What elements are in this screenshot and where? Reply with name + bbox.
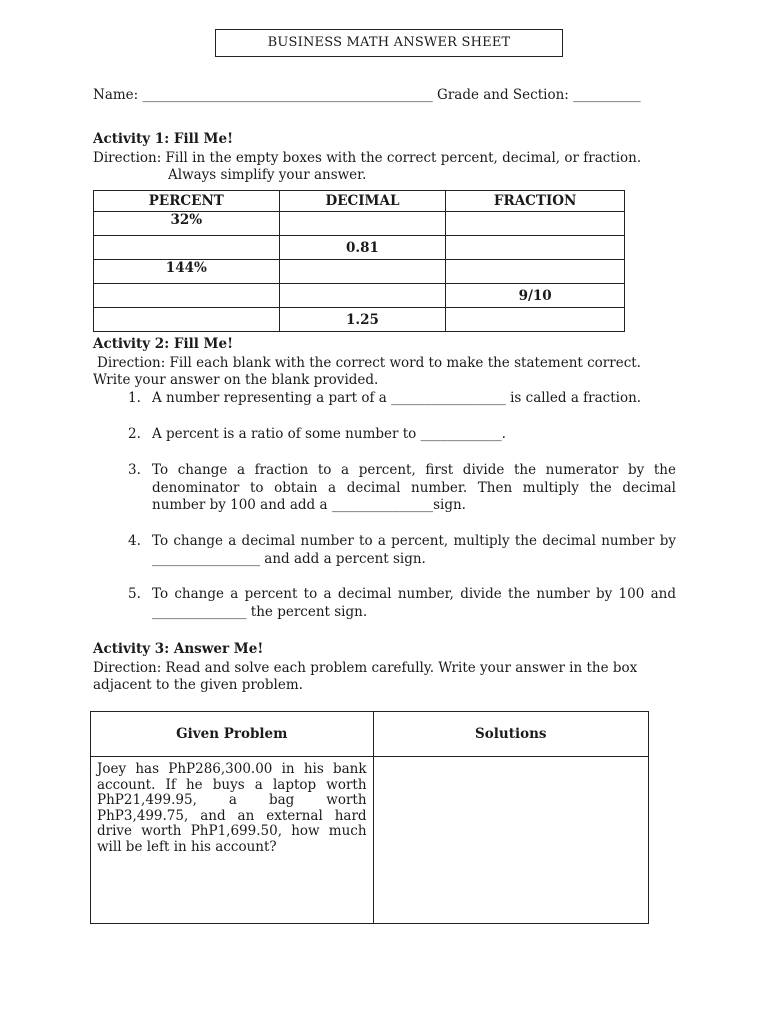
conversion-table [93,190,625,332]
table-cell[interactable] [446,308,625,332]
table-row [94,236,625,260]
solution-cell[interactable] [373,757,648,924]
activity3-direction-cont: adjacent to the given problem. [93,677,303,693]
item-text: A percent is a ratio of some number to ____________. [152,426,506,442]
table-cell[interactable]: 32% [94,212,280,236]
name-field[interactable]: Name: ___________________________________________ [93,87,433,103]
table-cell[interactable] [446,236,625,260]
activity2-heading: Activity 2: Fill Me! [93,336,234,352]
item-number: 4. [128,533,141,549]
activity3-heading: Activity 3: Answer Me! [93,641,264,657]
item-text: A number representing a part of a _________________ is called a fraction. [152,390,642,406]
problem-cell [91,757,374,924]
table-cell[interactable] [94,236,280,260]
table-cell[interactable] [94,284,280,308]
table-row [94,284,625,308]
item-number: 2. [128,426,141,442]
table-cell[interactable] [446,260,625,284]
table-row [94,308,625,332]
column-header-fraction: FRACTION [446,191,625,212]
table-cell[interactable]: 0.81 [279,236,446,260]
item-number: 1. [128,390,141,406]
list-item [128,390,676,408]
item-text: To change a percent to a decimal number, divide the number by 100 and ______________ the percent sign. [152,586,676,620]
list-item [128,586,676,621]
table-cell[interactable] [279,284,446,308]
table-cell[interactable]: 144% [94,260,280,284]
item-number: 5. [128,586,141,602]
table-row [91,757,649,924]
grade-section-field[interactable]: Grade and Section: __________ [437,87,641,103]
table-cell[interactable] [94,308,280,332]
conversion-table-header [94,191,625,212]
activity3-direction: Direction: Read and solve each problem carefully. Write your answer in the box [93,660,638,676]
table-cell[interactable] [279,212,446,236]
table-row [94,260,625,284]
problem-table-header [91,712,649,757]
list-item [128,426,676,444]
problem-text: Joey has PhP286,300.00 in his bank account. If he buys a laptop worth PhP21,499.95, a bag worth PhP3,499.75, and an external hard drive worth PhP1,699.50, how much will be left in his account? [97,761,367,855]
table-cell[interactable]: 1.25 [279,308,446,332]
item-text: To change a fraction to a percent, first divide the numerator by the denominator to obtain a decimal number. Then multiply the decimal number by 100 and add a _______________sign. [152,462,676,513]
list-item [128,462,676,515]
activity1-direction-cont: Always simplify your answer. [168,167,367,183]
student-info-line [93,87,678,103]
column-header-given-problem: Given Problem [91,712,374,757]
item-number: 3. [128,462,141,478]
column-header-decimal: DECIMAL [279,191,446,212]
table-row [94,212,625,236]
table-cell[interactable] [279,260,446,284]
column-header-solutions: Solutions [373,712,648,757]
activity2-direction: Direction: Fill each blank with the correct word to make the statement correct. [97,355,641,371]
activity1-heading: Activity 1: Fill Me! [93,131,234,147]
activity1-direction: Direction: Fill in the empty boxes with the correct percent, decimal, or fraction. [93,150,642,166]
table-cell[interactable] [446,212,625,236]
activity2-direction-cont: Write your answer on the blank provided. [93,372,379,388]
table-cell[interactable]: 9/10 [446,284,625,308]
column-header-percent: PERCENT [94,191,280,212]
sheet-title: BUSINESS MATH ANSWER SHEET [215,29,563,57]
item-text: To change a decimal number to a percent, multiply the decimal number by ________________ and add a percent sign. [152,533,676,567]
problem-table [90,711,649,924]
list-item [128,533,676,568]
